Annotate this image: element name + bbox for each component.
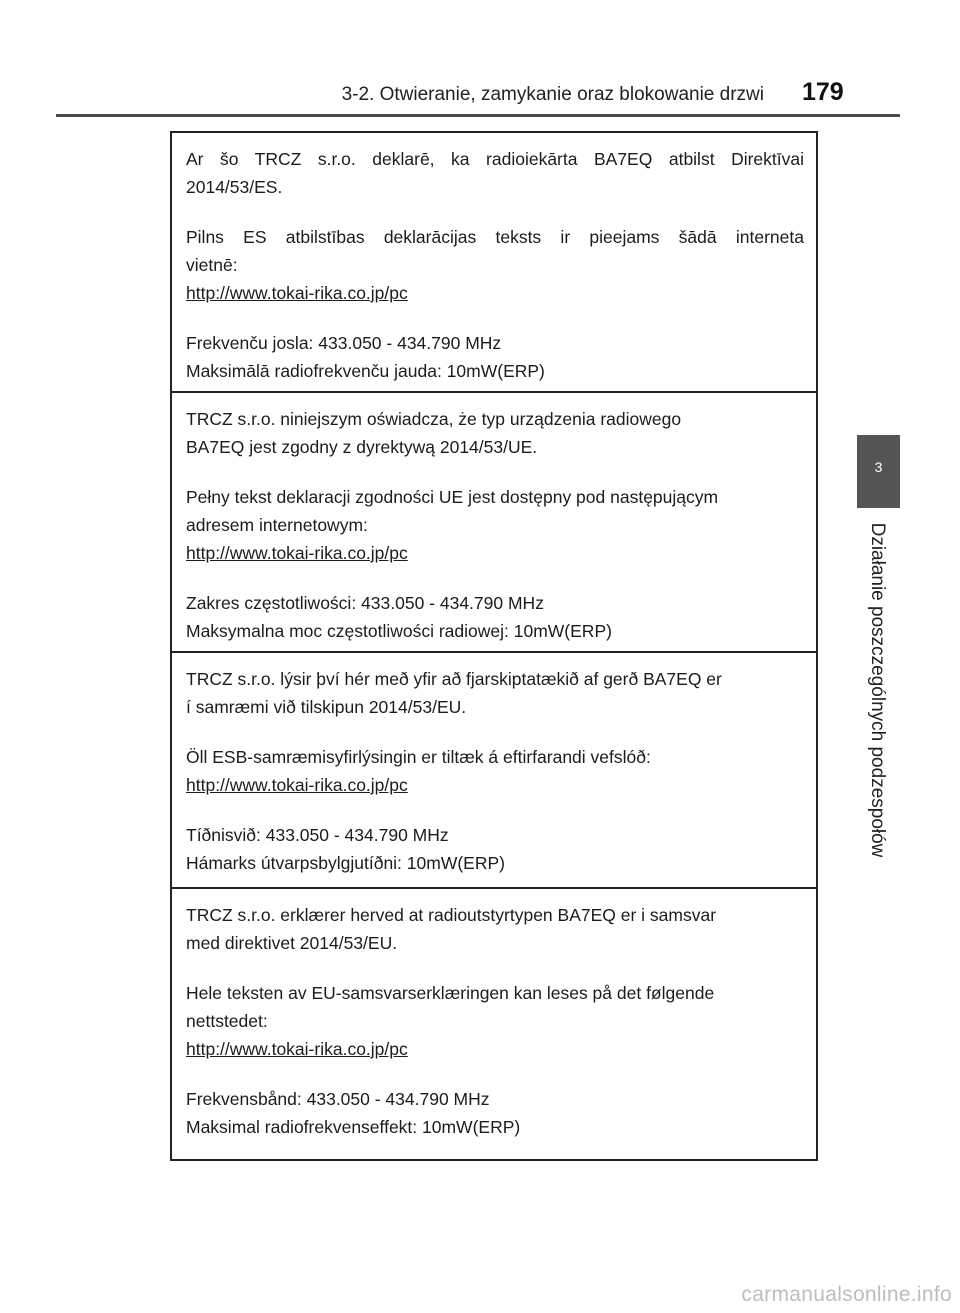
declaration-section-norwegian <box>172 887 816 1159</box>
header-divider <box>56 114 900 117</box>
availability-line: adresem internetowym: <box>186 515 368 535</box>
availability-line: nettstedet: <box>186 1011 268 1031</box>
max-power: Maksimal radiofrekvenseffekt: 10mW(ERP) <box>186 1117 521 1137</box>
max-power: Maksimālā radiofrekvenču jauda: 10mW(ERP) <box>186 361 545 381</box>
declaration-url-link[interactable]: http://www.tokai-rika.co.jp/pc <box>186 543 408 563</box>
declaration-url-link[interactable]: http://www.tokai-rika.co.jp/pc <box>186 283 408 303</box>
running-header-title: 3-2. Otwieranie, zamykanie oraz blokowanie drzwi <box>341 84 764 105</box>
max-power: Hámarks útvarpsbylgjutíðni: 10mW(ERP) <box>186 853 505 873</box>
watermark-text: carmanualsonline.info <box>741 1283 952 1306</box>
frequency-band: Frekvensbånd: 433.050 - 434.790 MHz <box>186 1089 490 1109</box>
declaration-line: TRCZ s.r.o. lýsir því hér með yfir að fjarskiptatækið af gerð BA7EQ er <box>186 669 722 689</box>
frequency-band: Tíðnisvið: 433.050 - 434.790 MHz <box>186 825 449 845</box>
declaration-box <box>170 131 818 1161</box>
declaration-url-link[interactable]: http://www.tokai-rika.co.jp/pc <box>186 1039 408 1059</box>
availability-line: Pilns ES atbilstības deklarācijas teksts ir pieejams šādā interneta <box>186 227 804 247</box>
declaration-section-polish <box>172 391 816 651</box>
availability-line: Hele teksten av EU-samsvarserklæringen kan leses på det følgende <box>186 983 715 1003</box>
declaration-section-icelandic <box>172 651 816 887</box>
frequency-band: Frekvenču josla: 433.050 - 434.790 MHz <box>186 333 502 353</box>
page-number: 179 <box>802 78 844 106</box>
frequency-band: Zakres częstotliwości: 433.050 - 434.790 MHz <box>186 593 544 613</box>
declaration-line: TRCZ s.r.o. erklærer herved at radioutstyrtypen BA7EQ er i samsvar <box>186 905 717 925</box>
declaration-line: med direktivet 2014/53/EU. <box>186 933 398 953</box>
declaration-url-link[interactable]: http://www.tokai-rika.co.jp/pc <box>186 775 408 795</box>
declaration-line: Ar šo TRCZ s.r.o. deklarē, ka radioiekārta BA7EQ atbilst Direktīvai <box>186 149 804 169</box>
availability-line: Öll ESB-samræmisyfirlýsingin er tiltæk á eftirfarandi vefslóð: <box>186 747 651 767</box>
chapter-tab: 3 <box>857 435 900 508</box>
declaration-line: 2014/53/ES. <box>186 177 283 197</box>
declaration-line: í samræmi við tilskipun 2014/53/EU. <box>186 697 467 717</box>
declaration-line: TRCZ s.r.o. niniejszym oświadcza, że typ urządzenia radiowego <box>186 409 682 429</box>
availability-line: vietnē: <box>186 255 238 275</box>
availability-line: Pełny tekst deklaracji zgodności UE jest dostępny pod następującym <box>186 487 719 507</box>
chapter-side-label: Działanie poszczególnych podzespołów <box>867 522 888 858</box>
max-power: Maksymalna moc częstotliwości radiowej: 10mW(ERP) <box>186 621 612 641</box>
declaration-section-latvian <box>172 133 816 391</box>
declaration-line: BA7EQ jest zgodny z dyrektywą 2014/53/UE. <box>186 437 538 457</box>
